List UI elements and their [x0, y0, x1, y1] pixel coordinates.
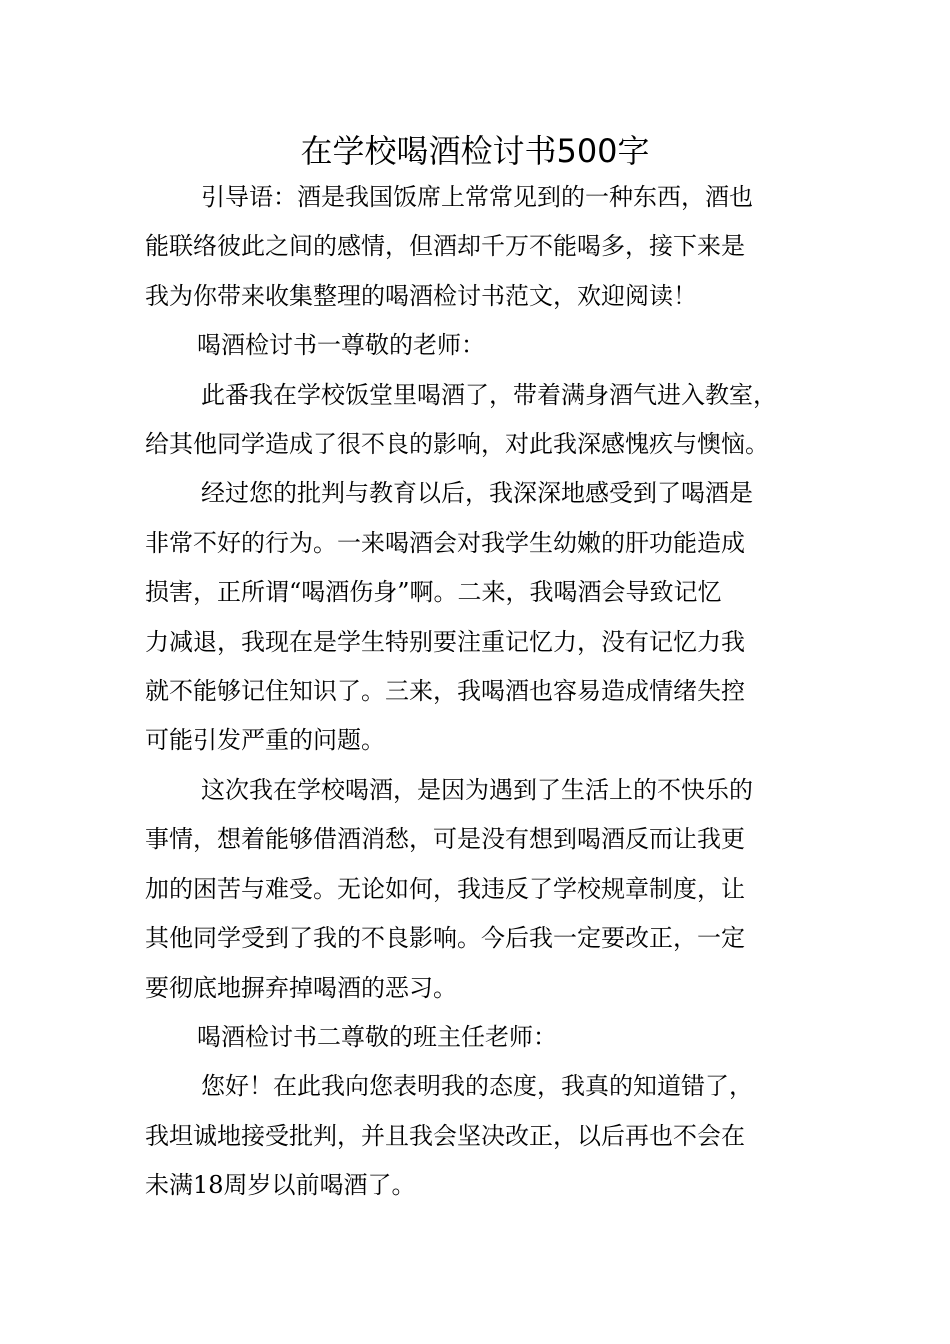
letter-one-salutation: 喝酒检讨书一尊敬的老师：	[197, 331, 485, 360]
document-body	[145, 173, 815, 1211]
letter-one-paragraph: 此番我在学校饭堂里喝酒了，带着满身酒气进入教室， 给其他同学造成了很不良的影响，对此我深感愧疚与懊恼。	[145, 380, 777, 459]
letter-one-paragraph: 经过您的批判与教育以后，我深深地感受到了喝酒是 非常不好的行为。一来喝酒会对我学生幼嫩的肝功能造成 损害，正所谓“喝酒伤身”啊。二来，我喝酒会导致记忆 力减退，我现在是学生特别要注重记忆力，没有记忆力我 就不能够记住知识了。三来，我喝酒也容易造成情绪失控 可能引发严重的问题。	[145, 479, 753, 755]
letter-two-salutation: 喝酒检讨书二尊敬的班主任老师：	[197, 1022, 557, 1051]
letter-one-paragraph: 这次我在学校喝酒，是因为遇到了生活上的不快乐的 事情，想着能够借酒消愁，可是没有想到喝酒反而让我更 加的困苦与难受。无论如何，我违反了学校规章制度，让 其他同学受到了我的不良影响。今后我一定要改正，一定 要彻底地摒弃掉喝酒的恶习。	[145, 775, 753, 1002]
document-title: 在学校喝酒检讨书500字	[300, 132, 650, 170]
intro-paragraph: 引导语：酒是我国饭席上常常见到的一种东西，酒也 能联络彼此之间的感情，但酒却千万不能喝多，接下来是 我为你带来收集整理的喝酒检讨书范文，欢迎阅读！	[145, 183, 753, 310]
letter-two-paragraph: 您好！在此我向您表明我的态度，我真的知道错了， 我坦诚地接受批判，并且我会坚决改正，以后再也不会在 未满18周岁以前喝酒了。	[145, 1072, 753, 1200]
